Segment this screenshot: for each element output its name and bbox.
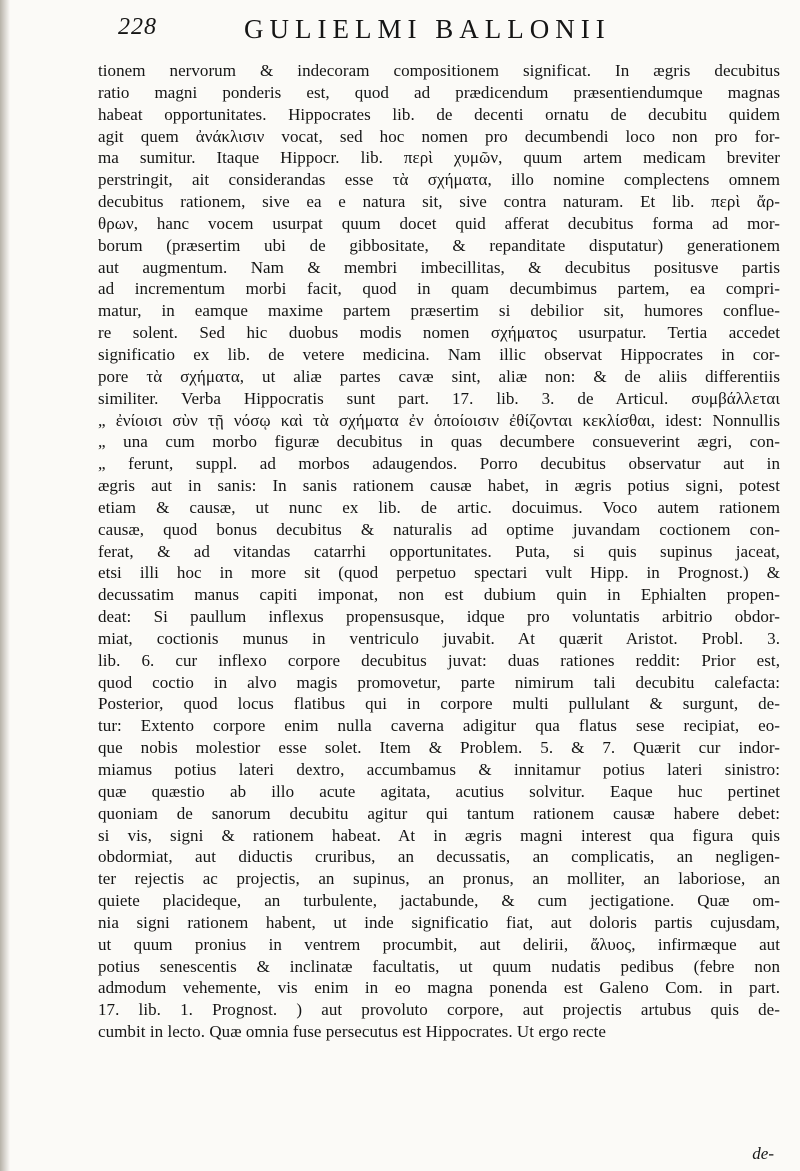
text-line: decussatim manus capiti imponat, non est dubium quin in Ephialten propen- xyxy=(98,585,780,605)
body-text xyxy=(98,60,780,1043)
text-line: tur: Extento corpore enim nulla caverna adigitur qua flatus sese recipiat, eo- xyxy=(98,716,780,736)
page-number: 228 xyxy=(118,14,157,40)
text-line: habeat opportunitates. Hippocrates lib. de decenti ornatu de decubitu quidem xyxy=(98,104,780,124)
text-line: agit quem ἀνάκλισιν vocat, sed hoc nomen pro decumbendi loco non pro for- xyxy=(98,126,780,146)
page-header xyxy=(118,14,778,50)
text-line: re solent. Sed hic duobus modis nomen σχήματος usurpatur. Tertia accedet xyxy=(98,323,780,343)
text-line: si vis, signi & rationem habeat. At in ægris magni interest qua figura quis xyxy=(98,825,780,845)
text-line: deat: Si paullum inflexus propensusque, idque pro voluntatis arbitrio obdor- xyxy=(98,607,780,627)
text-line: etsi illi hoc in more sit (quod perpetuo spectari vult Hipp. in Prognost.) & xyxy=(98,563,780,583)
text-line: pore τὰ σχήματα, ut aliæ partes cavæ sint, aliæ non: & de aliis differentiis xyxy=(98,366,780,386)
text-line: aut augmentum. Nam & membri imbecillitas, & decubitus positusve partis xyxy=(98,257,780,277)
text-line: cumbit in lecto. Quæ omnia fuse persecutus est Hippocrates. Ut ergo recte xyxy=(98,1022,606,1042)
text-line: ægris aut in sanis: In sanis rationem causæ habet, in ægris potius signi, potest xyxy=(98,476,780,496)
text-line: causæ, quod bonus decubitus & naturalis ad optime juvandam coctionem con- xyxy=(98,519,780,539)
text-line: 17. lib. 1. Prognost. ) aut provoluto corpore, aut projectis artubus quis de- xyxy=(98,1000,780,1020)
text-line: „ ferunt, suppl. ad morbos adaugendos. Porro decubitus observatur aut in xyxy=(98,454,780,474)
text-line: decubitus rationem, sive ea e natura sit, sive contra naturam. Et lib. περὶ ἄρ- xyxy=(98,192,780,212)
text-line: potius senescentis & inclinatæ facultatis, ut quum nudatis pedibus (febre non xyxy=(98,956,780,976)
text-line: ratio magni ponderis est, quod ad prædicendum præsentiendumque magnas xyxy=(98,82,780,102)
text-line: quiete placideque, an turbulente, jactabunde, & cum jectigatione. Quæ om- xyxy=(98,891,780,911)
text-line: miat, coctionis munus in ventriculo juvabit. At quærit Aristot. Probl. 3. xyxy=(98,628,780,648)
text-line: matur, in eamque maxime partem præsertim si debilior sit, humores conflue- xyxy=(98,301,780,321)
text-line: ad incrementum morbi facit, quod in quam decumbimus partem, ea compri- xyxy=(98,279,780,299)
text-line: borum (præsertim ubi de gibbositate, & repanditate disputatur) generationem xyxy=(98,235,780,255)
text-line: perstringit, ait considerandas esse τὰ σχήματα, illo nomine complectens omnem xyxy=(98,170,780,190)
text-line: quæ quæstio ab illo acute agitata, acutius solvitur. Eaque huc pertinet xyxy=(98,781,780,801)
text-line: tionem nervorum & indecoram compositionem significat. In ægris decubitus xyxy=(98,61,780,80)
text-line: miamus potius lateri dextro, accumbamus & innitamur potius lateri sinistro: xyxy=(98,760,780,779)
gutter-shadow xyxy=(0,0,10,1171)
running-head: GULIELMI BALLONII xyxy=(244,14,611,44)
text-line: quoniam de sanorum decubitu agitur qui tantum rationem causæ habere debet: xyxy=(98,803,780,823)
text-line: ferat, & ad vitandas catarrhi opportunitates. Puta, si quis supinus jaceat, xyxy=(98,541,780,561)
text-line: ut quum pronius in ventrem procumbit, aut delirii, ἄλυος, infirmæque aut xyxy=(98,934,780,954)
catchword: de- xyxy=(752,1144,774,1163)
text-line: que nobis molestior esse solet. Item & Problem. 5. & 7. Quærit cur indor- xyxy=(98,738,780,758)
text-line: Posterior, quod locus flatibus qui in corpore multi pullulant & surgunt, de- xyxy=(98,694,780,714)
text-line: significatio ex lib. de vetere medicina. Nam illic observat Hippocrates in cor- xyxy=(98,344,780,364)
text-line: θρων, hanc vocem usurpat quum docet quid afferat decubitus forma ad mor- xyxy=(98,213,780,233)
text-line: „ una cum morbo figuræ decubitus in quas decumbere consueverint ægri, con- xyxy=(98,432,780,452)
text-line: ma sumitur. Itaque Hippocr. lib. περὶ χυμῶν, quum artem medicam breviter xyxy=(98,148,780,168)
text-line: lib. 6. cur inflexo corpore decubitus juvat: duas rationes reddit: Prior est, xyxy=(98,650,780,670)
text-line: ter rejectis ac projectis, an supinus, an pronus, an molliter, an laboriose, an xyxy=(98,869,780,889)
text-line: etiam & causæ, ut nunc ex lib. de artic. docuimus. Voco autem rationem xyxy=(98,497,780,517)
text-line: nia signi rationem habent, ut inde significatio fiat, aut doloris partis cujusdam, xyxy=(98,912,780,932)
text-line: similiter. Verba Hippocratis sunt part. 17. lib. 3. de Articul. συμβάλλεται xyxy=(98,388,780,408)
text-line: obdormiat, aut diductis cruribus, an decussatis, an complicatis, an negligen- xyxy=(98,847,780,867)
text-line: admodum vehemente, vis enim in eo magna ponenda est Galeno Com. in part. xyxy=(98,978,780,998)
text-line: quod coctio in alvo magis promovetur, parte nimirum tali decubitu calefacta: xyxy=(98,672,780,692)
text-line: „ ἐνίοισι σὺν τῇ νόσῳ καὶ τὰ σχήματα ἐν ὁποίοισιν ἐθίζονται κεκλίσθαι, idest: Nonnullis xyxy=(98,410,780,430)
